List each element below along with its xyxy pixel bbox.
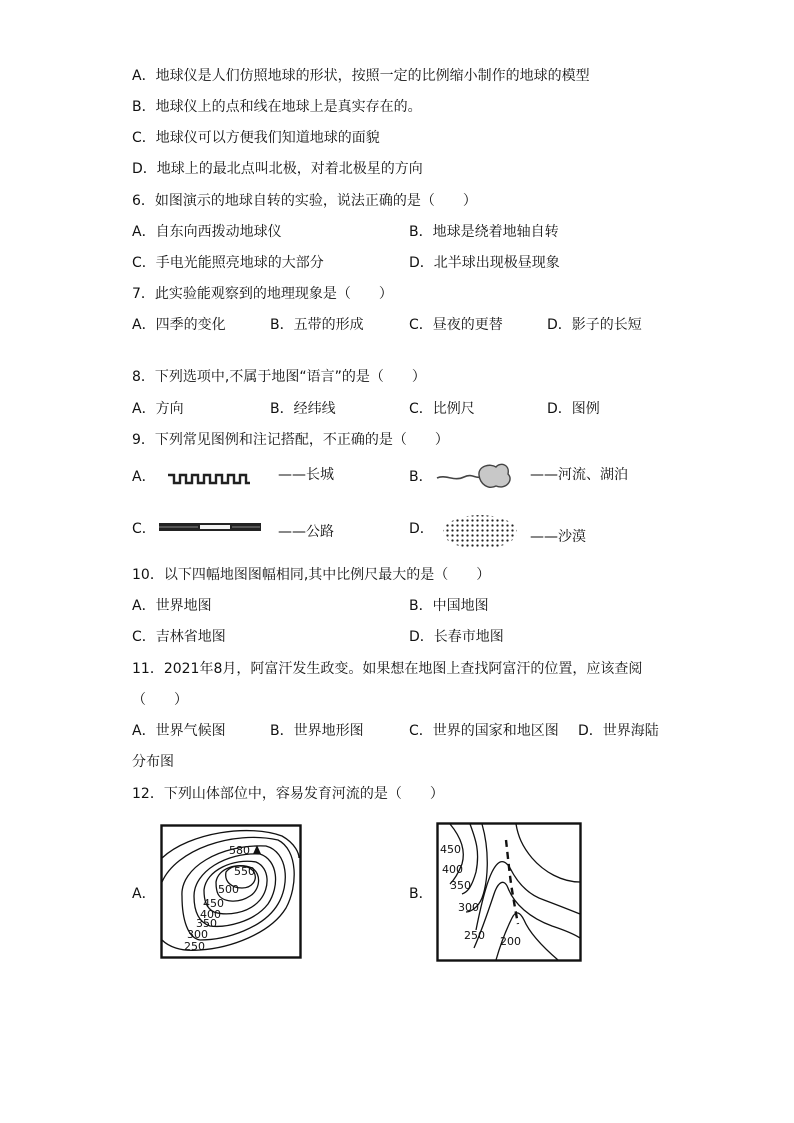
contour-label: 500	[218, 883, 239, 896]
contour-label: 450	[440, 843, 461, 856]
q6-option-b: B．地球是绕着地轴自转	[409, 224, 559, 240]
q9-option-b-text: ——河流、湖泊	[530, 467, 628, 483]
q6-option-d: D．北半球出现极昼现象	[409, 255, 560, 271]
contour-label: 250	[464, 929, 485, 942]
q7-option-a: A．四季的变化	[132, 317, 226, 333]
highway-symbol-icon	[158, 520, 262, 534]
contour-label: 350	[196, 917, 217, 930]
q11-stem-line1: 11．2021年8月，阿富汗发生政变。如果想在地图上查找阿富汗的位置，应该查阅	[132, 661, 643, 677]
q10-option-c: C．吉林省地图	[132, 629, 226, 645]
q5-option-a: A．地球仪是人们仿照地球的形状，按照一定的比例缩小制作的地球的模型	[132, 68, 590, 84]
q10-option-b: B．中国地图	[409, 598, 489, 614]
q8-option-a: A．方向	[132, 401, 184, 417]
q9-option-a-label: A．	[132, 469, 156, 485]
q5-option-b: B．地球仪上的点和线在地球上是真实存在的。	[132, 99, 422, 115]
contour-label: 580	[229, 844, 250, 857]
contour-label: 550	[234, 865, 255, 878]
q5-option-d: D．地球上的最北点叫北极，对着北极星的方向	[132, 161, 423, 177]
q8-option-c: C．比例尺	[409, 401, 475, 417]
contour-label: 450	[203, 897, 224, 910]
river-lake-symbol-icon	[434, 460, 518, 492]
q9-stem: 9．下列常见图例和注记搭配，不正确的是（ ）	[132, 432, 449, 448]
q6-stem: 6．如图演示的地球自转的实验，说法正确的是（ ）	[132, 193, 477, 209]
q5-option-c: C．地球仪可以方便我们知道地球的面貌	[132, 130, 380, 146]
q11-stem-line2: （ ）	[132, 692, 188, 708]
great-wall-symbol-icon	[166, 467, 252, 487]
q9-option-a-text: ——长城	[278, 467, 334, 483]
q11-option-a: A．世界气候图	[132, 723, 226, 739]
contour-map-a	[160, 824, 302, 959]
q11-option-b: B．世界地形图	[270, 723, 364, 739]
q9-option-d-label: D．	[409, 521, 434, 537]
contour-label: 300	[458, 901, 479, 914]
contour-label: 300	[187, 928, 208, 941]
desert-symbol-icon	[440, 513, 520, 551]
q10-option-a: A．世界地图	[132, 598, 212, 614]
q8-option-b: B．经纬线	[270, 401, 336, 417]
contour-label: 350	[450, 879, 471, 892]
q6-option-c: C．手电光能照亮地球的大部分	[132, 255, 324, 271]
contour-label: 200	[500, 935, 521, 948]
q11-option-d-line1: D．世界海陆	[578, 723, 659, 739]
contour-label: 400	[442, 863, 463, 876]
q9-option-c-label: C．	[132, 521, 156, 537]
q6-option-a: A．自东向西拨动地球仪	[132, 224, 282, 240]
q8-option-d: D．图例	[547, 401, 600, 417]
q7-option-d: D．影子的长短	[547, 317, 642, 333]
q12-stem: 12．下列山体部位中，容易发育河流的是（ ）	[132, 786, 444, 802]
q12-option-b-label: B．	[409, 886, 433, 902]
q11-option-d-line2: 分布图	[132, 754, 174, 770]
q9-option-d-text: ——沙漠	[530, 529, 586, 545]
q10-stem: 10．以下四幅地图图幅相同,其中比例尺最大的是（ ）	[132, 567, 491, 583]
q8-stem: 8．下列选项中,不属于地图“语言”的是（ ）	[132, 369, 426, 385]
q7-option-c: C．昼夜的更替	[409, 317, 503, 333]
contour-map-b	[436, 822, 582, 962]
q7-stem: 7．此实验能观察到的地理现象是（ ）	[132, 286, 393, 302]
contour-label: 400	[200, 908, 221, 921]
q12-option-a-label: A．	[132, 886, 156, 902]
q9-option-c-text: ——公路	[278, 524, 334, 540]
q11-option-c: C．世界的国家和地区图	[409, 723, 559, 739]
q9-option-b-label: B．	[409, 469, 433, 485]
q10-option-d: D．长春市地图	[409, 629, 504, 645]
q7-option-b: B．五带的形成	[270, 317, 364, 333]
contour-label: 250	[184, 940, 205, 953]
